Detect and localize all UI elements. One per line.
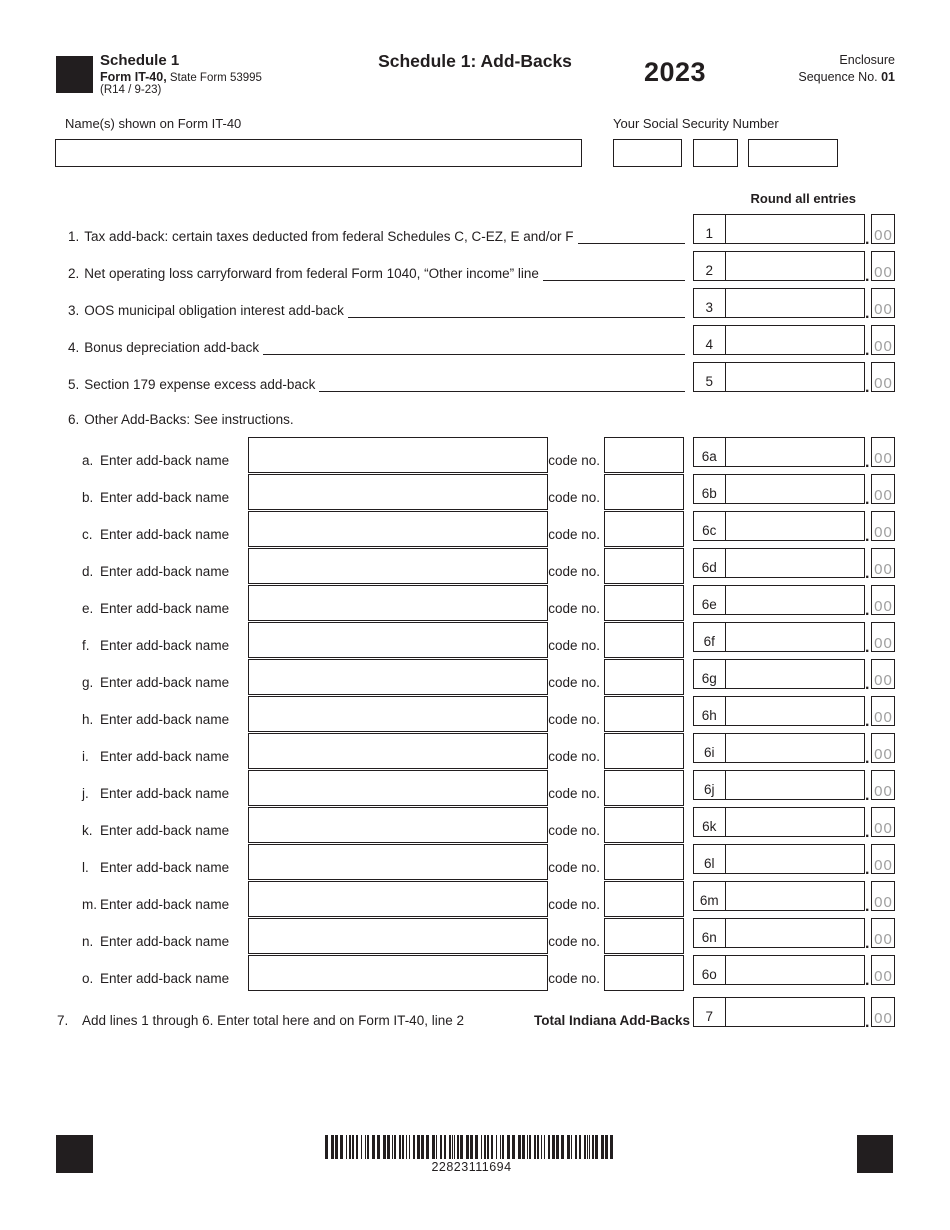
- fill-in-rule: [543, 280, 685, 281]
- amount-entry-box: [693, 733, 865, 763]
- addback-row-label: [82, 844, 229, 878]
- line-number-cell: 3: [694, 289, 726, 317]
- decimal-point: .: [865, 565, 870, 582]
- cents-box: 00: [871, 548, 895, 578]
- code-no-label: code no.: [548, 822, 600, 838]
- row-label-text: Enter add-back name: [100, 600, 230, 616]
- amount-entry-box: [693, 881, 865, 911]
- row-letter: f.: [82, 637, 90, 653]
- code-no-label: code no.: [548, 896, 600, 912]
- line-number-cell: 6m: [694, 882, 726, 910]
- cents-box: 00: [871, 844, 895, 874]
- addback-row: [0, 511, 950, 545]
- cents-box: 00: [871, 585, 895, 615]
- line-number-cell: 6o: [694, 956, 726, 984]
- line-number-cell: 7: [694, 998, 726, 1026]
- decimal-point: .: [865, 491, 870, 508]
- cents-group: [865, 511, 895, 545]
- cents-box: 00: [871, 437, 895, 467]
- total-amount-input[interactable]: [726, 998, 865, 1026]
- row-letter: n.: [82, 933, 94, 949]
- code-no-input[interactable]: [604, 585, 684, 621]
- row-letter: j.: [82, 785, 89, 801]
- code-no-input[interactable]: [604, 955, 684, 991]
- corner-registration-square-bottom-left: [56, 1135, 93, 1173]
- cents-box: 00: [871, 659, 895, 689]
- decimal-point: .: [865, 639, 870, 656]
- addback-row-label: [82, 548, 229, 582]
- line-number-cell: 6h: [694, 697, 726, 725]
- cents-group: [865, 997, 895, 1031]
- amount-input[interactable]: [726, 252, 865, 280]
- row-label-text: Enter add-back name: [100, 526, 230, 542]
- cents-group: [865, 214, 895, 248]
- amount-input[interactable]: [726, 771, 865, 799]
- row-letter: l.: [82, 859, 89, 875]
- row-label-text: Enter add-back name: [100, 452, 230, 468]
- decimal-point: .: [865, 602, 870, 619]
- line-text: Tax add-back: certain taxes deducted from federal Schedules C, C-EZ, E and/or F: [84, 228, 574, 244]
- decimal-point: .: [865, 454, 870, 471]
- cents-group: [865, 918, 895, 952]
- line-number-cell: 1: [694, 215, 726, 243]
- addback-row: [0, 437, 950, 471]
- row-label-text: Enter add-back name: [100, 822, 230, 838]
- line-text: Add lines 1 through 6. Enter total here and on Form IT-40, line 2: [82, 1012, 464, 1028]
- row-label-text: Enter add-back name: [100, 711, 230, 727]
- amount-entry-box: [693, 437, 865, 467]
- row-letter: m.: [82, 896, 97, 912]
- form-number: Form IT-40,: [100, 70, 167, 84]
- row-letter: k.: [82, 822, 93, 838]
- amount-entry-box: [693, 955, 865, 985]
- amount-entry-box: [693, 288, 865, 318]
- row-letter: e.: [82, 600, 94, 616]
- code-no-input[interactable]: [604, 844, 684, 880]
- line-number-cell: 6a: [694, 438, 726, 466]
- line-number-cell: 6k: [694, 808, 726, 836]
- heading-number: 6.: [68, 412, 80, 427]
- amount-entry-box: [693, 844, 865, 874]
- row-letter: h.: [82, 711, 94, 727]
- name-field-label: Name(s) shown on Form IT-40: [65, 116, 242, 131]
- amount-input[interactable]: [726, 919, 865, 947]
- addback-row-label: [82, 659, 229, 693]
- cents-box: 00: [871, 251, 895, 281]
- line-number-cell: 6g: [694, 660, 726, 688]
- cents-box: 00: [871, 881, 895, 911]
- addback-row-label: [82, 696, 229, 730]
- row-label-text: Enter add-back name: [100, 859, 230, 875]
- amount-input[interactable]: [726, 215, 865, 243]
- addback-row: [0, 696, 950, 730]
- fill-in-rule: [319, 391, 685, 392]
- amount-input[interactable]: [726, 326, 865, 354]
- row-label-text: Enter add-back name: [100, 637, 230, 653]
- amount-entry-box: [693, 585, 865, 615]
- amount-entry-box: [693, 918, 865, 948]
- decimal-point: .: [865, 379, 870, 396]
- amount-input[interactable]: [726, 438, 865, 466]
- ssn-input-part1[interactable]: [613, 139, 682, 167]
- decimal-point: .: [865, 268, 870, 285]
- cents-group: [865, 437, 895, 471]
- row-letter: b.: [82, 489, 94, 505]
- row-label-text: Enter add-back name: [100, 748, 230, 764]
- decimal-point: .: [865, 861, 870, 878]
- line-number: 2.: [68, 265, 80, 281]
- cents-group: [865, 807, 895, 841]
- row-label-text: Enter add-back name: [100, 970, 230, 986]
- heading-text: Other Add-Backs: See instructions.: [84, 412, 294, 427]
- addback-row-label: [82, 770, 229, 804]
- barcode: [325, 1135, 618, 1159]
- line-number-cell: 6c: [694, 512, 726, 540]
- code-no-label: code no.: [548, 711, 600, 727]
- decimal-point: .: [865, 1014, 870, 1031]
- amount-input[interactable]: [726, 512, 865, 540]
- addback-row-label: [82, 474, 229, 508]
- amount-input[interactable]: [726, 882, 865, 910]
- corner-registration-square-bottom-right: [857, 1135, 893, 1173]
- line-number-cell: 6j: [694, 771, 726, 799]
- addback-row: [0, 548, 950, 582]
- round-all-entries-note: Round all entries: [750, 191, 856, 206]
- decimal-point: .: [865, 231, 870, 248]
- enclosure-sequence: [798, 52, 895, 86]
- line-number-cell: 2: [694, 252, 726, 280]
- code-no-input[interactable]: [604, 511, 684, 547]
- line-number-cell: 6i: [694, 734, 726, 762]
- addback-row: [0, 474, 950, 508]
- code-no-label: code no.: [548, 933, 600, 949]
- addback-row-label: [82, 585, 229, 619]
- amount-entry-box: [693, 474, 865, 504]
- line-number: 5.: [68, 376, 80, 392]
- decimal-point: .: [865, 787, 870, 804]
- state-form-number: State Form 53995: [166, 72, 262, 84]
- decimal-point: .: [865, 750, 870, 767]
- addback-row-label: [82, 918, 229, 952]
- row-letter: c.: [82, 526, 93, 542]
- cents-group: [865, 659, 895, 693]
- decimal-point: .: [865, 305, 870, 322]
- decimal-point: .: [865, 713, 870, 730]
- cents-group: [865, 696, 895, 730]
- line-number-cell: 4: [694, 326, 726, 354]
- total-line-description: [57, 997, 464, 1032]
- amount-input[interactable]: [726, 956, 865, 984]
- row-letter: g.: [82, 674, 94, 690]
- cents-group: [865, 585, 895, 619]
- amount-input[interactable]: [726, 475, 865, 503]
- code-no-input[interactable]: [604, 437, 684, 473]
- form-number-line: [100, 70, 262, 84]
- corner-registration-square-top-left: [56, 56, 93, 93]
- cents-box: 00: [871, 918, 895, 948]
- decimal-point: .: [865, 528, 870, 545]
- amount-input[interactable]: [726, 734, 865, 762]
- line-number-cell: 6l: [694, 845, 726, 873]
- line-description: [68, 325, 685, 355]
- code-no-label: code no.: [548, 452, 600, 468]
- row-label-text: Enter add-back name: [100, 674, 230, 690]
- amount-entry-box: [693, 214, 865, 244]
- row-letter: d.: [82, 563, 94, 579]
- line-text: OOS municipal obligation interest add-back: [84, 302, 344, 318]
- amount-entry-box: [693, 770, 865, 800]
- amount-entry-box: [693, 659, 865, 689]
- code-no-label: code no.: [548, 748, 600, 764]
- addback-row: [0, 733, 950, 767]
- form-line-row: [0, 251, 950, 285]
- decimal-point: .: [865, 342, 870, 359]
- cents-box: 00: [871, 807, 895, 837]
- cents-group: [865, 251, 895, 285]
- addback-row: [0, 918, 950, 952]
- amount-entry-box: [693, 511, 865, 541]
- addback-row-label: [82, 437, 229, 471]
- barcode-number: 22823111694: [431, 1160, 512, 1174]
- cents-box: 00: [871, 770, 895, 800]
- line-number-cell: 6e: [694, 586, 726, 614]
- tax-year: 2023: [643, 57, 707, 87]
- cents-group: [865, 733, 895, 767]
- code-no-input[interactable]: [604, 659, 684, 695]
- line-number-cell: 6n: [694, 919, 726, 947]
- ssn-input-part3[interactable]: [748, 139, 838, 167]
- code-no-input[interactable]: [604, 622, 684, 658]
- line-number-cell: 6d: [694, 549, 726, 577]
- ssn-input-part2[interactable]: [693, 139, 738, 167]
- amount-entry-box: [693, 807, 865, 837]
- cents-box: 00: [871, 325, 895, 355]
- amount-entry-box: [693, 362, 865, 392]
- addback-row: [0, 659, 950, 693]
- row-letter: i.: [82, 748, 89, 764]
- form-line-row: [0, 288, 950, 322]
- code-no-label: code no.: [548, 970, 600, 986]
- code-no-label: code no.: [548, 600, 600, 616]
- sequence-label: Sequence No. 01: [798, 70, 895, 84]
- row-letter: o.: [82, 970, 94, 986]
- cents-group: [865, 288, 895, 322]
- addback-row-label: [82, 733, 229, 767]
- cents-group: [865, 955, 895, 989]
- line-number: 4.: [68, 339, 80, 355]
- line-text: Net operating loss carryforward from federal Form 1040, “Other income” line: [84, 265, 539, 281]
- name-input[interactable]: [55, 139, 582, 167]
- addback-row: [0, 955, 950, 989]
- fill-in-rule: [578, 243, 685, 244]
- row-label-text: Enter add-back name: [100, 896, 230, 912]
- addback-row-label: [82, 955, 229, 989]
- line-number: 7.: [57, 1012, 69, 1028]
- addback-row-label: [82, 622, 229, 656]
- addback-row: [0, 585, 950, 619]
- code-no-label: code no.: [548, 637, 600, 653]
- code-no-label: code no.: [548, 859, 600, 875]
- amount-entry-box: [693, 696, 865, 726]
- code-no-input[interactable]: [604, 881, 684, 917]
- cents-group: [865, 844, 895, 878]
- cents-group: [865, 770, 895, 804]
- amount-entry-box: [693, 622, 865, 652]
- addback-row: [0, 770, 950, 804]
- enclosure-label: Enclosure: [839, 53, 895, 67]
- cents-box: 00: [871, 362, 895, 392]
- line-description: [68, 288, 685, 318]
- line-description: [68, 251, 685, 281]
- cents-group: [865, 325, 895, 359]
- other-addbacks-heading: [68, 412, 294, 427]
- amount-entry-box: [693, 548, 865, 578]
- line-number: 3.: [68, 302, 80, 318]
- addback-row: [0, 881, 950, 915]
- code-no-label: code no.: [548, 526, 600, 542]
- cents-group: [865, 362, 895, 396]
- cents-box: 00: [871, 511, 895, 541]
- cents-box: 00: [871, 997, 895, 1027]
- amount-entry-box: [693, 325, 865, 355]
- row-label-text: Enter add-back name: [100, 563, 230, 579]
- addback-row: [0, 844, 950, 878]
- addback-row-label: [82, 881, 229, 915]
- cents-box: 00: [871, 955, 895, 985]
- fill-in-rule: [263, 354, 685, 355]
- decimal-point: .: [865, 898, 870, 915]
- row-label-text: Enter add-back name: [100, 933, 230, 949]
- revision-label: (R14 / 9-23): [100, 84, 162, 96]
- code-no-label: code no.: [548, 674, 600, 690]
- code-no-input[interactable]: [604, 770, 684, 806]
- cents-box: 00: [871, 474, 895, 504]
- amount-input[interactable]: [726, 623, 865, 651]
- cents-box: 00: [871, 622, 895, 652]
- line-text: Bonus depreciation add-back: [84, 339, 260, 355]
- amount-input[interactable]: [726, 363, 865, 391]
- row-label-text: Enter add-back name: [100, 785, 230, 801]
- code-no-input[interactable]: [604, 548, 684, 584]
- line-number-cell: 5: [694, 363, 726, 391]
- amount-entry-box: [693, 997, 865, 1027]
- amount-input[interactable]: [726, 549, 865, 577]
- code-no-label: code no.: [548, 489, 600, 505]
- code-no-label: code no.: [548, 785, 600, 801]
- decimal-point: .: [865, 824, 870, 841]
- cents-box: 00: [871, 696, 895, 726]
- form-line-row: [0, 214, 950, 248]
- cents-group: [865, 548, 895, 582]
- decimal-point: .: [865, 972, 870, 989]
- row-letter: a.: [82, 452, 94, 468]
- line-text: Section 179 expense excess add-back: [84, 376, 316, 392]
- code-no-input[interactable]: [604, 807, 684, 843]
- ssn-field-label: Your Social Security Number: [613, 116, 779, 131]
- code-no-input[interactable]: [604, 733, 684, 769]
- amount-input[interactable]: [726, 697, 865, 725]
- amount-input[interactable]: [726, 660, 865, 688]
- addback-row-label: [82, 807, 229, 841]
- line-description: [68, 214, 685, 244]
- row-label-text: Enter add-back name: [100, 489, 230, 505]
- cents-group: [865, 881, 895, 915]
- cents-group: [865, 474, 895, 508]
- amount-input[interactable]: [726, 845, 865, 873]
- amount-input[interactable]: [726, 586, 865, 614]
- cents-group: [865, 622, 895, 656]
- code-no-input[interactable]: [604, 696, 684, 732]
- total-line-row: [0, 997, 950, 1031]
- code-no-input[interactable]: [604, 474, 684, 510]
- addback-row: [0, 807, 950, 841]
- line-number-cell: 6f: [694, 623, 726, 651]
- page-title: Schedule 1: Add-Backs: [378, 51, 572, 71]
- code-no-label: code no.: [548, 563, 600, 579]
- form-line-row: [0, 362, 950, 396]
- line-number-cell: 6b: [694, 475, 726, 503]
- addback-row-label: [82, 511, 229, 545]
- line-number: 1.: [68, 228, 80, 244]
- amount-entry-box: [693, 251, 865, 281]
- fill-in-rule: [348, 317, 685, 318]
- amount-input[interactable]: [726, 289, 865, 317]
- form-line-row: [0, 325, 950, 359]
- total-indiana-addbacks-label: Total Indiana Add-Backs: [533, 1012, 690, 1028]
- cents-box: 00: [871, 733, 895, 763]
- cents-box: 00: [871, 214, 895, 244]
- sequence-number: 01: [881, 70, 895, 84]
- code-no-input[interactable]: [604, 918, 684, 954]
- schedule-label: Schedule 1: [100, 52, 180, 69]
- decimal-point: .: [865, 676, 870, 693]
- amount-input[interactable]: [726, 808, 865, 836]
- decimal-point: .: [865, 935, 870, 952]
- line-description: [68, 362, 685, 392]
- addback-row: [0, 622, 950, 656]
- cents-box: 00: [871, 288, 895, 318]
